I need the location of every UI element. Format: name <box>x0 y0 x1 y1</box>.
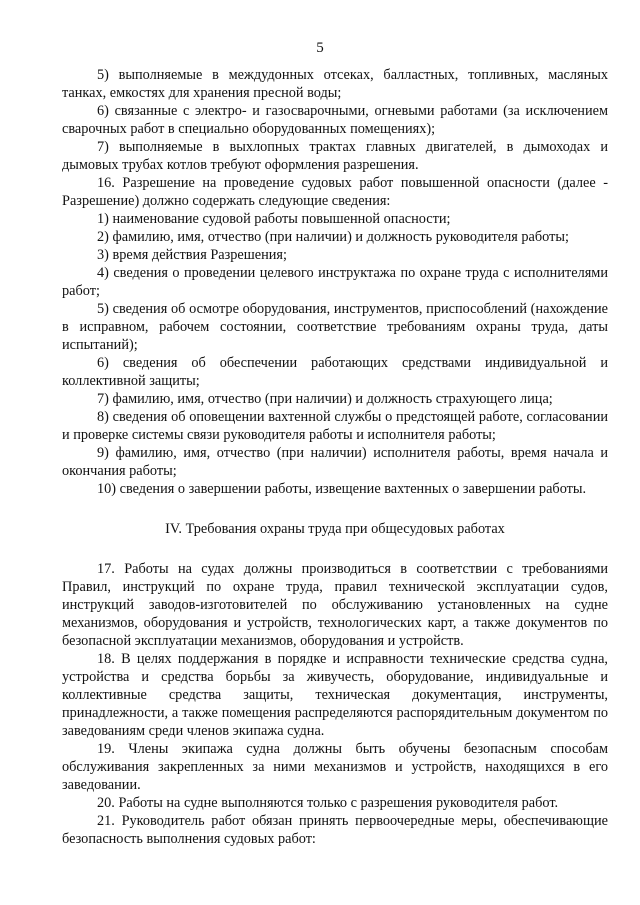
paragraph-item-6: 6) связанные с электро- и газосварочными, огневыми работами (за исключением сварочных работ в специально оборудованных помещениях); <box>62 103 608 137</box>
paragraph-item-5: 5) выполняемые в междудонных отсеках, балластных, топливных, масляных танках, емкостях для хранения пресной воды; <box>62 67 608 101</box>
paragraph-16-item-3: 3) время действия Разрешения; <box>97 247 287 263</box>
paragraph-19: 19. Члены экипажа судна должны быть обучены безопасным способам обслуживания закрепленных за ними механизмов и устройств, находящихся в его заведовании. <box>62 741 608 793</box>
paragraph-16-item-6: 6) сведения об обеспечении работающих средствами индивидуальной и коллективной защиты; <box>62 355 608 389</box>
paragraph-16-item-1: 1) наименование судовой работы повышенной опасности; <box>97 211 451 227</box>
paragraph-16-item-9: 9) фамилию, имя, отчество (при наличии) исполнителя работы, время начала и окончания работы; <box>62 445 608 479</box>
paragraph-17: 17. Работы на судах должны производиться в соответствии с требованиями Правил, инструкций по охране труда, правил технической эксплуатации судов, инструкций заводов-изготовителей по обслуживанию установленных на судне механизмов, оборудования и устройств, технологических карт, а также документов по безопасной эксплуатации механизмов, оборудования и устройств. <box>62 561 608 649</box>
paragraph-16-item-5: 5) сведения об осмотре оборудования, инструментов, приспособлений (нахождение в исправном, рабочем состоянии, соответствие требованиям охраны труда, даты испытаний); <box>62 301 608 353</box>
paragraph-16-item-2: 2) фамилию, имя, отчество (при наличии) и должность руководителя работы; <box>97 229 569 245</box>
paragraph-16: 16. Разрешение на проведение судовых работ повышенной опасности (далее - Разрешение) должно содержать следующие сведения: <box>62 175 608 209</box>
section-title: IV. Требования охраны труда при общесудовых работах <box>165 521 505 537</box>
paragraph-21: 21. Руководитель работ обязан принять первоочередные меры, обеспечивающие безопасность выполнения судовых работ: <box>62 813 608 847</box>
paragraph-16-item-4: 4) сведения о проведении целевого инструктажа по охране труда с исполнителями работ; <box>62 265 608 299</box>
paragraph-item-7: 7) выполняемые в выхлопных трактах главных двигателей, в дымоходах и дымовых трубах котлов требуют оформления разрешения. <box>62 139 608 173</box>
paragraph-16-item-8: 8) сведения об оповещении вахтенной службы о предстоящей работе, согласовании и проверке системы связи руководителя работы и исполнителя работы; <box>62 409 608 443</box>
paragraph-16-item-10: 10) сведения о завершении работы, извещение вахтенных о завершении работы. <box>97 481 587 497</box>
page-number: 5 <box>316 40 324 56</box>
paragraph-20: 20. Работы на судне выполняются только с разрешения руководителя работ. <box>97 795 559 811</box>
paragraph-18: 18. В целях поддержания в порядке и исправности технические средства судна, устройства и средства борьбы за живучесть, оборудование, индивидуальные и коллективные средства защиты, техническая документация, инструменты, принадлежности, а также помещения распределяются распорядительным документом по заведованиям среди членов экипажа судна. <box>62 651 608 739</box>
document-body <box>62 66 608 848</box>
paragraph-16-item-7: 7) фамилию, имя, отчество (при наличии) и должность страхующего лица; <box>97 391 553 407</box>
